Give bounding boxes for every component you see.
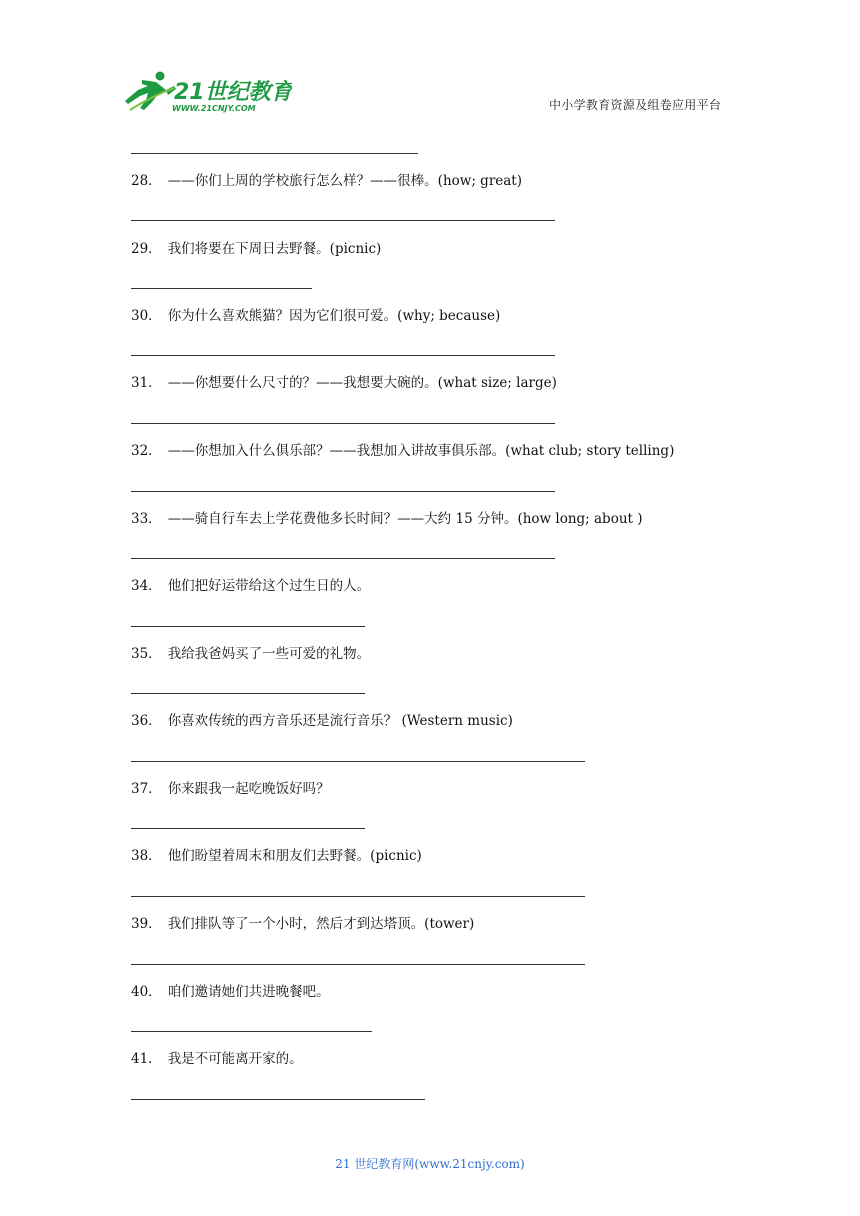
answer-line (131, 828, 365, 829)
question-33: 33． ——骑自行车去上学花费他多长时间？——大约 15 分钟。(how long; about ) (131, 511, 643, 527)
question-31: 31． ——你想要什么尺寸的？——我想要大碗的。(what size; large) (131, 375, 557, 391)
footer-link[interactable]: 21 世纪教育网(www.21cnjy.com) (335, 1157, 525, 1171)
answer-line (131, 423, 555, 424)
question-30: 30． 你为什么喜欢熊猫？因为它们很可爱。(why; because) (131, 308, 501, 324)
answer-line (131, 491, 555, 492)
answer-line (131, 153, 418, 154)
answer-line (131, 964, 585, 965)
question-29: 29． 我们将要在下周日去野餐。(picnic) (131, 241, 382, 257)
answer-line (131, 761, 585, 762)
site-logo (122, 66, 292, 116)
question-34: 34． 他们把好运带给这个过生日的人。 (131, 578, 371, 594)
question-38: 38． 他们盼望着周末和朋友们去野餐。(picnic) (131, 848, 422, 864)
answer-line (131, 288, 312, 289)
question-41: 41． 我是不可能离开家的。 (131, 1051, 303, 1067)
question-39: 39． 我们排队等了一个小时，然后才到达塔顶。(tower) (131, 916, 475, 932)
logo-main-text: 21世纪教育 (174, 80, 292, 105)
answer-line (131, 896, 585, 897)
running-figure-icon (122, 66, 292, 116)
question-32: 32． ——你想加入什么俱乐部？——我想加入讲故事俱乐部。(what club; story telling) (131, 443, 675, 459)
answer-line (131, 1031, 372, 1032)
question-35: 35． 我给我爸妈买了一些可爱的礼物。 (131, 646, 371, 662)
answer-line (131, 693, 365, 694)
question-37: 37． 你来跟我一起吃晚饭好吗？ (131, 781, 330, 797)
question-36: 36． 你喜欢传统的西方音乐还是流行音乐？ (Western music) (131, 713, 513, 729)
answer-line (131, 1099, 425, 1100)
answer-line (131, 220, 555, 221)
question-28: 28． ——你们上周的学校旅行怎么样？——很棒。(how; great) (131, 173, 522, 189)
question-40: 40． 咱们邀请她们共进晚餐吧。 (131, 984, 330, 1000)
answer-line (131, 558, 555, 559)
header-platform-text: 中小学教育资源及组卷应用平台 (549, 98, 722, 112)
answer-line (131, 355, 555, 356)
logo-url-text: WWW.21CNJY.COM (172, 104, 256, 113)
answer-line (131, 626, 365, 627)
